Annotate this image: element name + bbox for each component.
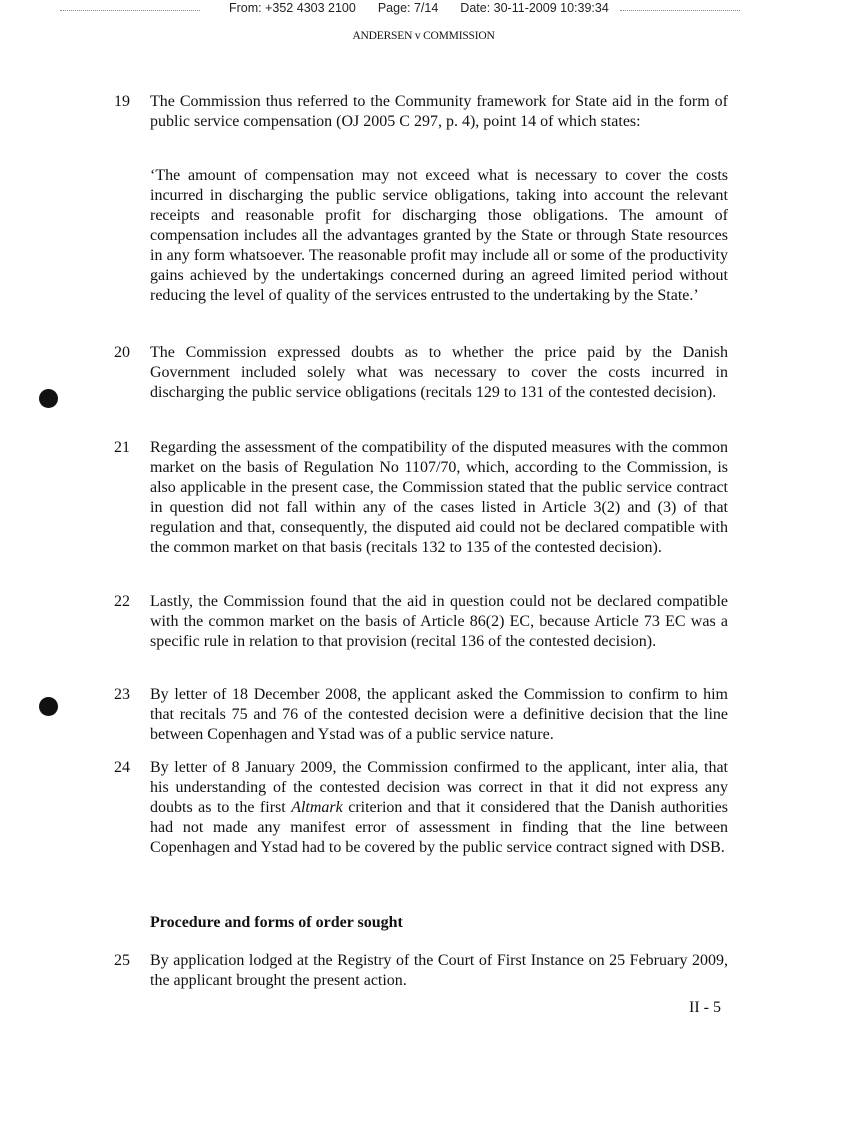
section-heading: Procedure and forms of order sought: [150, 914, 403, 931]
block-quote: ‘The amount of compensation may not exceed what is necessary to cover the costs incurred in discharging the public service obligations, taking into account the relevant receipts and reasonable profit for discharging those obligations. The amount of compensation includes all the advantages granted by the State or through State resources in any form whatsoever. The reasonable profit may include all or some of the productivity gains achieved by the undertakings concerned during an agreed limited period without reducing the level of quality of the services entrusted to the undertaking by the State.’: [150, 167, 728, 304]
paragraph-number: 21: [114, 439, 130, 456]
text-run: criterion and that it considered that the Danish authorities had not made any manifest error of assessment in finding that the line between Copenhagen and Ystad had to be covered by the public service contract signed with DSB.: [150, 799, 729, 856]
paragraph-text: [150, 758, 728, 858]
fax-page: Page: 7/14: [377, 1, 439, 15]
paragraph-text: By letter of 18 December 2008, the applicant asked the Commission to confirm to him that recitals 75 and 76 of the contested decision were a definitive decision that the line between Copenhagen and Ystad was of a public service nature.: [150, 686, 728, 743]
punch-hole-mark: [39, 697, 58, 716]
paragraph-22: [114, 592, 728, 652]
paragraph-number: 19: [114, 93, 130, 110]
paragraph-text: The Commission expressed doubts as to whether the price paid by the Danish Government included solely what was necessary to cover the costs incurred in discharging the public service obligations (recitals 129 to 131 of the contested decision).: [150, 344, 728, 401]
paragraph-number: 24: [114, 759, 130, 776]
paragraph-text: The Commission thus referred to the Community framework for State aid in the form of public service compensation (OJ 2005 C 297, p. 4), point 14 of which states:: [150, 93, 728, 130]
paragraph-25: [114, 951, 728, 991]
punch-hole-mark: [39, 389, 58, 408]
paragraph-number: 20: [114, 344, 130, 361]
paragraph-21: [114, 438, 728, 558]
page-number: II - 5: [689, 999, 721, 1016]
paragraph-text: Regarding the assessment of the compatibility of the disputed measures with the common market on the basis of Regulation No 1107/70, which, according to the Commission, is also applicable in the present case, the Commission stated that the public service contract in question did not fall within any of the cases listed in Article 3(2) and (3) of that regulation and that, consequently, the disputed aid could not be declared compatible with the common market on that basis (recitals 132 to 135 of the contested decision).: [150, 439, 728, 556]
italic-term: Altmark: [291, 799, 343, 816]
fax-from: From: +352 4303 2100: [229, 1, 356, 15]
running-head: ANDERSEN v COMMISSION: [352, 30, 495, 42]
paragraph-text: By application lodged at the Registry of the Court of First Instance on 25 February 2009, the applicant brought the present action.: [150, 952, 728, 989]
fax-date: Date: 30-11-2009 10:39:34: [460, 1, 609, 15]
paragraph-24: [114, 758, 728, 858]
fax-header: [229, 1, 631, 15]
paragraph-number: 22: [114, 593, 130, 610]
fax-noise: [620, 10, 740, 13]
fax-noise: [60, 10, 200, 13]
paragraph-23: [114, 685, 728, 745]
text-run: By letter of 8 January 2009, the Commission confirmed to the applicant, inter alia, that his understanding of the contested decision was correct in that it did not express any doubts as to the first: [150, 759, 728, 816]
paragraph-20: [114, 343, 728, 403]
paragraph-19: [114, 92, 728, 132]
paragraph-text: Lastly, the Commission found that the aid in question could not be declared compatible with the common market on the basis of Article 86(2) EC, because Article 73 EC was a specific rule in relation to that provision (recital 136 of the contested decision).: [150, 593, 728, 650]
paragraph-number: 23: [114, 686, 130, 703]
paragraph-number: 25: [114, 952, 130, 969]
